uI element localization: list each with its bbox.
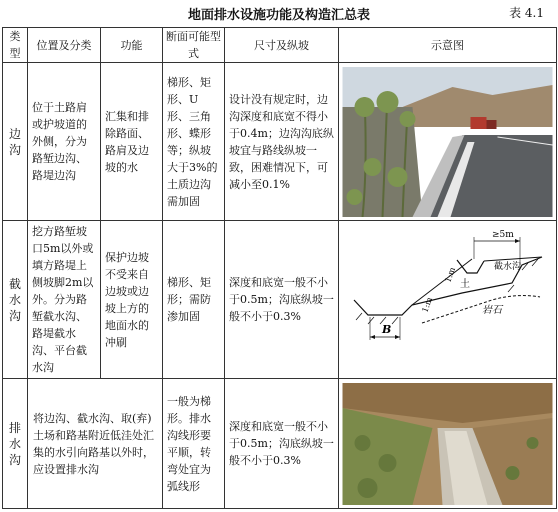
table-row xyxy=(3,221,557,379)
intercepting-ditch-diagram xyxy=(342,225,552,375)
row-type: 边沟 xyxy=(3,63,28,221)
label-width: B xyxy=(382,322,392,336)
row-function: 汇集和排除路面、路肩及边坡的水 xyxy=(101,63,163,221)
row-diagram xyxy=(339,221,557,379)
row-diagram xyxy=(339,63,557,221)
title-bar xyxy=(0,0,558,27)
header-type: 类型 xyxy=(3,28,28,63)
row-section: 一般为梯形。排水沟线形要平顺，转弯处宜为弧线形 xyxy=(163,379,225,509)
row-section: 梯形、矩形；需防渗加固 xyxy=(163,221,225,379)
row-section: 梯形、矩形、U形、三角形、蝶形等；纵坡大于3%的土质边沟需加固 xyxy=(163,63,225,221)
table-row xyxy=(3,379,557,509)
drainage-ditch-photo xyxy=(342,383,553,505)
label-distance: ≥5m xyxy=(492,229,514,240)
header-size: 尺寸及纵坡 xyxy=(225,28,339,63)
row-position: 将边沟、截水沟、取(弃)土场和路基附近低洼处汇集的水引向路基以外时，应设置排水沟 xyxy=(28,379,163,509)
side-ditch-photo xyxy=(342,67,553,217)
label-ditch: 截水沟 xyxy=(494,261,522,272)
label-rock: 岩石 xyxy=(482,304,502,316)
label-slope-1: 1:m xyxy=(420,295,435,314)
row-diagram xyxy=(339,379,557,509)
row-size: 设计没有规定时，边沟深度和底宽不得小于0.4m；边沟沟底纵坡宜与路线纵坡一致，困难情况下，可减小至0.1% xyxy=(225,63,339,221)
label-soil: 土 xyxy=(460,278,470,290)
header-position: 位置及分类 xyxy=(28,28,101,63)
row-function: 保护边坡不受来自边坡或边坡上方的地面水的冲刷 xyxy=(101,221,163,379)
header-section: 断面可能型式 xyxy=(163,28,225,63)
row-size: 深度和底宽一般不小于0.5m；沟底纵坡一般不小于0.3% xyxy=(225,379,339,509)
label-slope-2: 1:m xyxy=(443,265,458,284)
row-size: 深度和底宽一般不小于0.5m；沟底纵坡一般不小于0.3% xyxy=(225,221,339,379)
table-title: 地面排水设施功能及构造汇总表 xyxy=(187,8,370,23)
table-number: 表 4.1 xyxy=(509,6,544,20)
header-row xyxy=(3,28,557,63)
row-type: 排水沟 xyxy=(3,379,28,509)
row-position: 挖方路堑坡口5m以外或填方路堤上侧坡脚2m以外。分为路堑截水沟、路堤截水沟、平台截水沟 xyxy=(28,221,101,379)
summary-table xyxy=(2,27,557,509)
header-function: 功能 xyxy=(101,28,163,63)
row-type: 截水沟 xyxy=(3,221,28,379)
header-diagram: 示意图 xyxy=(339,28,557,63)
row-position: 位于土路肩或护坡道的外侧，分为路堑边沟、路堤边沟 xyxy=(28,63,101,221)
table-row xyxy=(3,63,557,221)
